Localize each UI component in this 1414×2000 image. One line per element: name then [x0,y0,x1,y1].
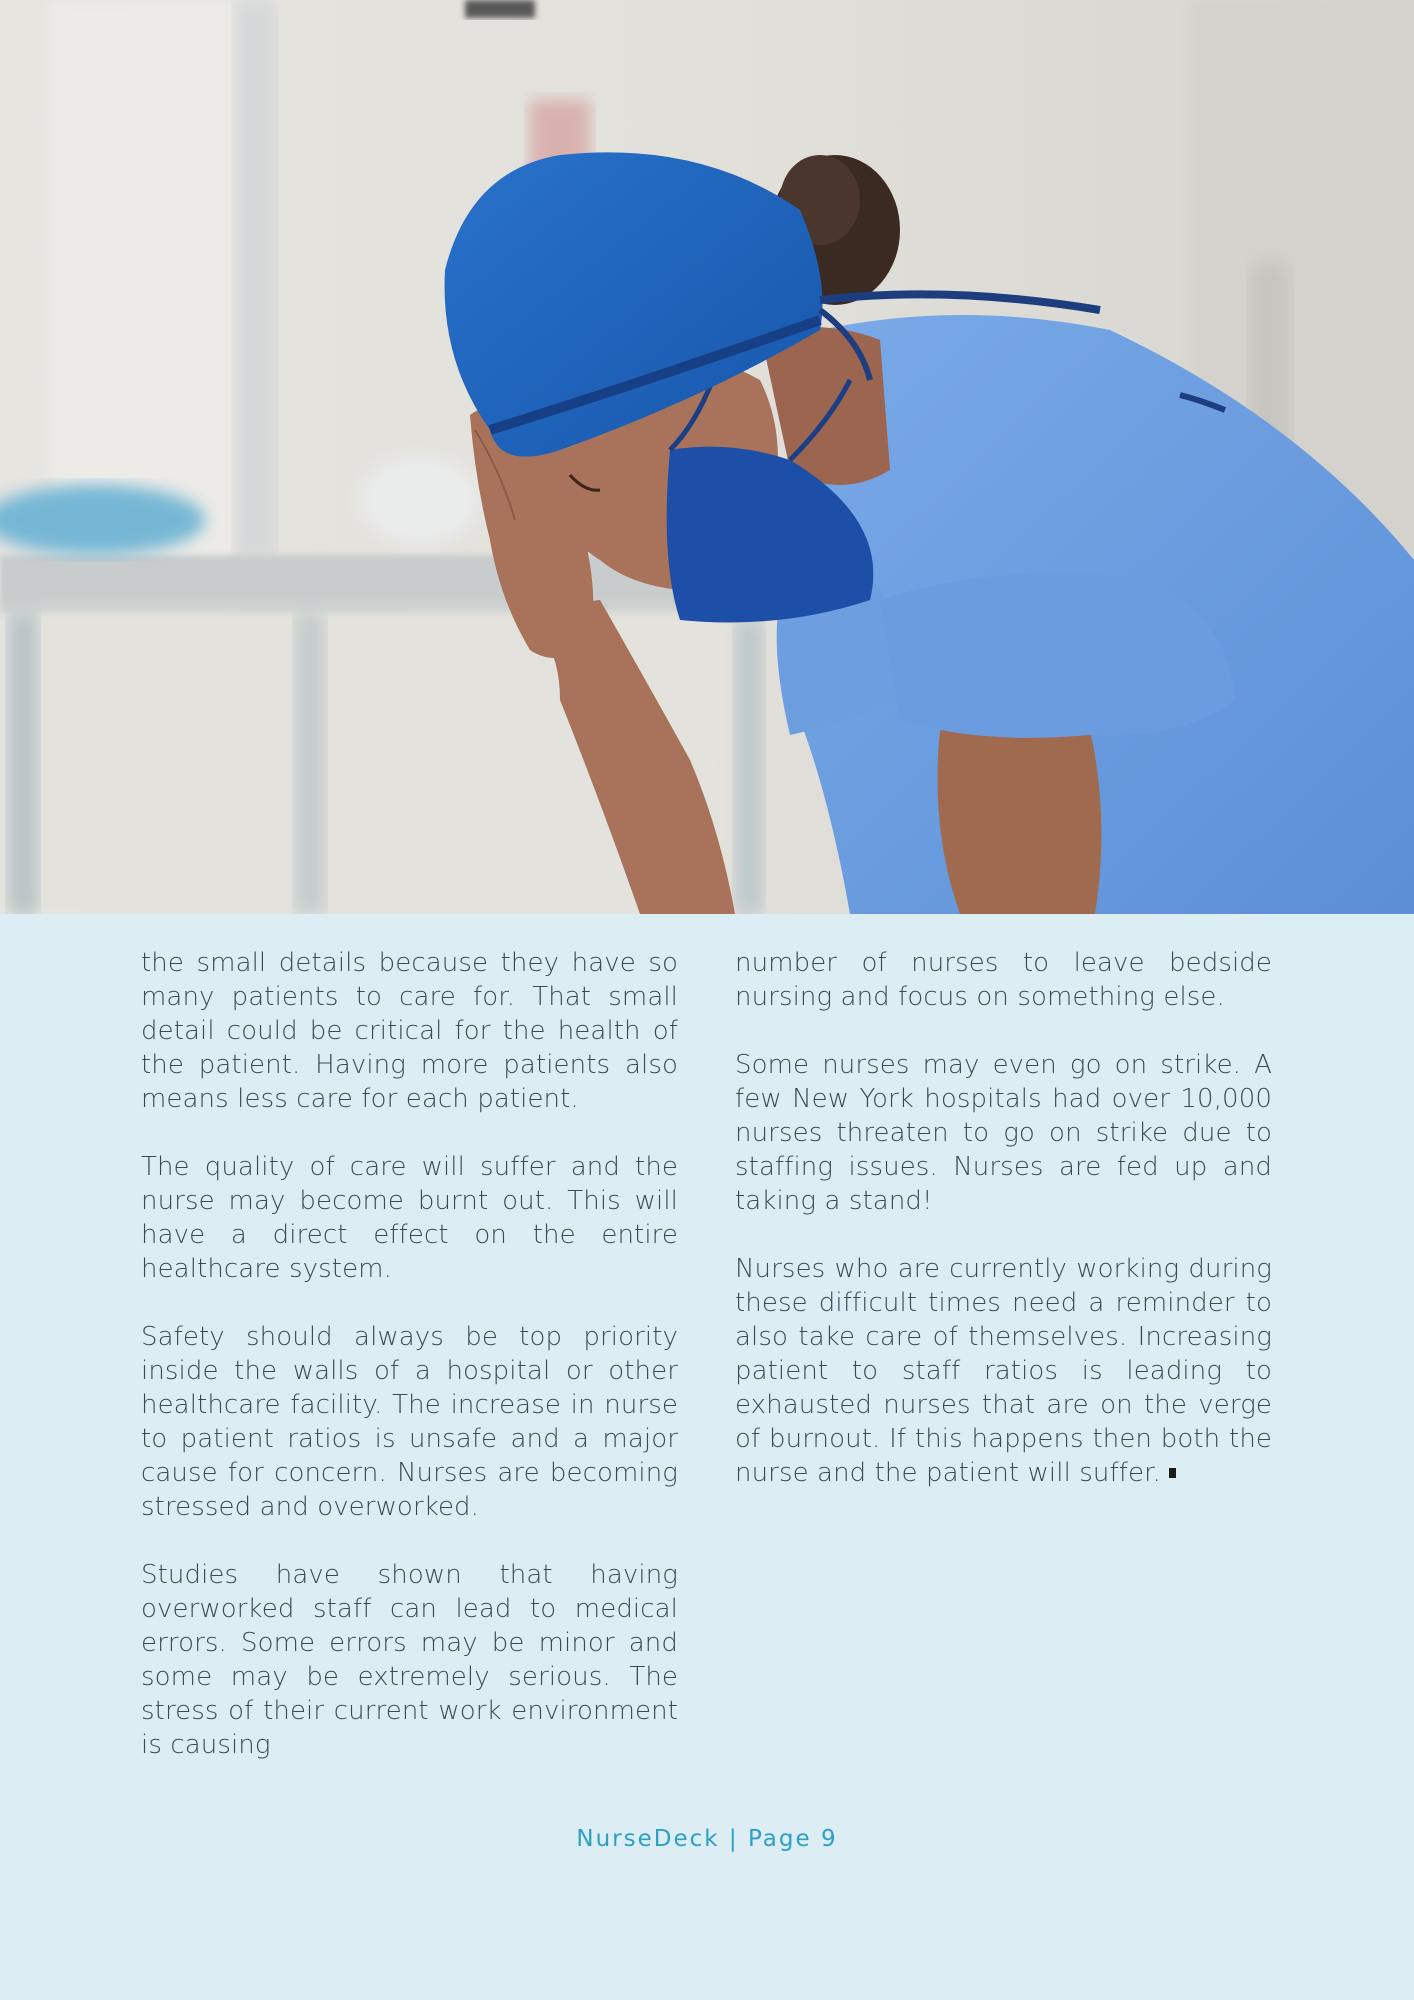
right-column [735,946,1272,1796]
paragraph: Studies have shown that having overworked staff can lead to medical errors. Some errors may be minor and some may be extremely serious. The stress of their current work environment is causing [141,1560,678,1760]
paragraph-text: Nurses who are currently working during these difficult times need a reminder to also take care of themselves. Increasing patient to staff ratios is leading to exhausted nurses that are on the verge of burnout. If this happens then both the nurse and the patient will suffer. [735,1254,1272,1488]
hero-photo [0,0,1414,914]
paragraph: Safety should always be top priority inside the walls of a hospital or other healthcare facility. The increase in nurse to patient ratios is unsafe and a major cause for concern. Nurses are becoming stressed and overworked. [141,1322,678,1522]
paragraph: Some nurses may even go on strike. A few New York hospitals had over 10,000 nurses threaten to go on strike due to staffing issues. Nurses are fed up and taking a stand! [735,1050,1272,1216]
left-column [141,946,678,1796]
paragraph-final [735,1252,1272,1490]
page-footer: NurseDeck | Page 9 [576,1826,838,1852]
paragraph: The quality of care will suffer and the nurse may become burnt out. This will have a direct effect on the entire healthcare system. [141,1152,678,1284]
paragraph: the small details because they have so many patients to care for. That small detail could be critical for the health of the patient. Having more patients also means less care for each patient. [141,948,678,1114]
end-of-article-mark [1169,1468,1176,1478]
paragraph: number of nurses to leave bedside nursing and focus on something else. [735,948,1272,1012]
article-columns [141,946,1272,1796]
nurse-photo-illustration [0,0,1414,914]
